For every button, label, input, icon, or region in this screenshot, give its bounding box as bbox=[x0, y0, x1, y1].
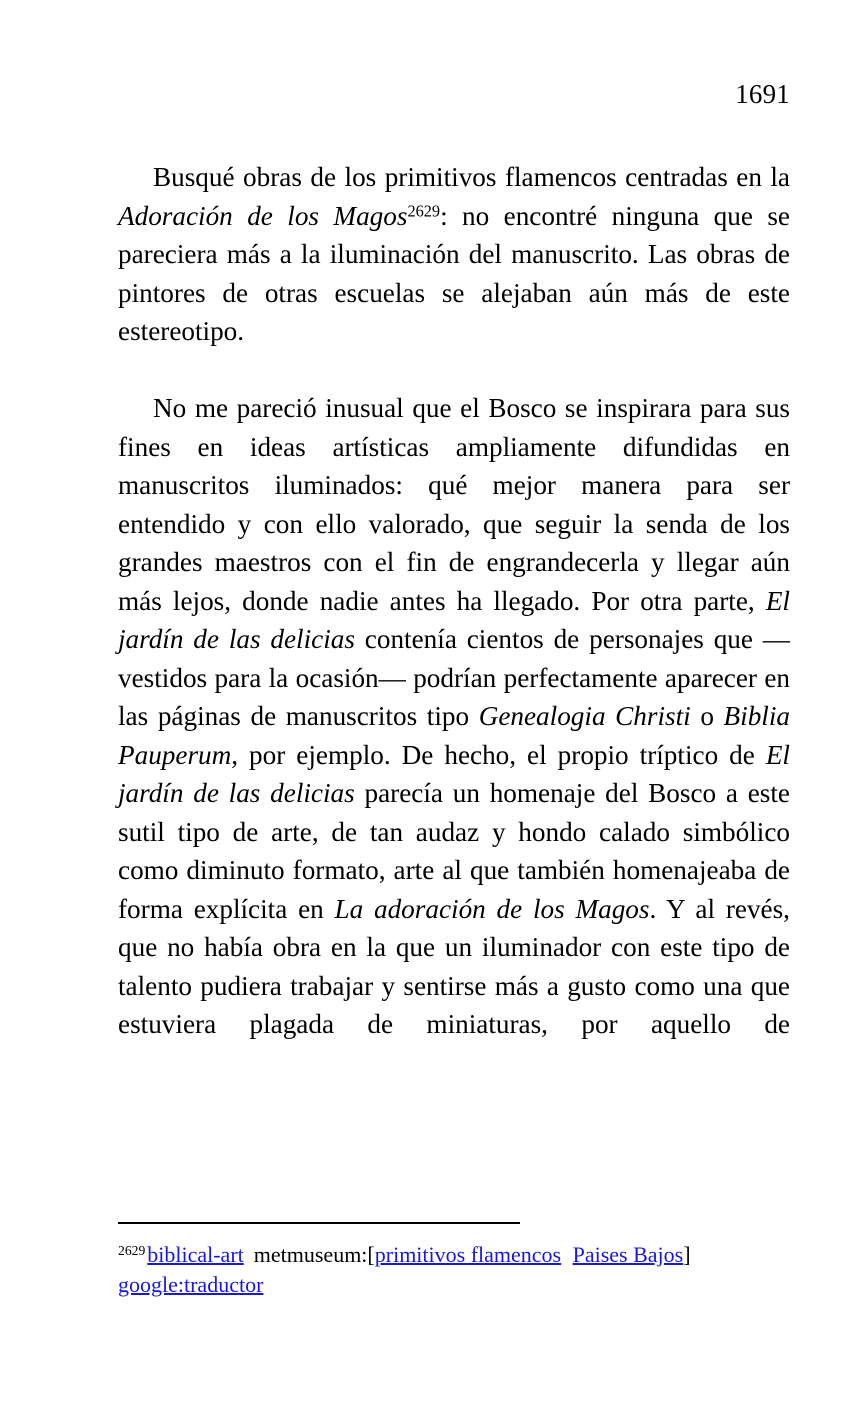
footnote-link-primitivos-flamencos[interactable]: primitivos flamencos bbox=[374, 1242, 562, 1267]
paragraph-1-text-run-2: : no encontré ninguna que se pareciera más a la iluminación del manuscrito. Las obras de pintores de otras escuelas se alejaban aún más de este estereotipo. bbox=[118, 200, 790, 346]
title-biblia-pauperum: Biblia Pauperum bbox=[118, 701, 790, 770]
paragraph-2-text-run-4: , por ejemplo. De hecho, el propio tríptico de bbox=[231, 739, 766, 770]
title-la-adoracion-de-los-magos: La adoración de los Magos bbox=[334, 893, 650, 924]
footnote-reference-2629[interactable]: 2629 bbox=[407, 201, 441, 221]
paragraph-2-text-run-2: contenía cientos de personajes que —vestidos para la ocasión— podrían perfectamente aparecer en las páginas de manuscritos tipo bbox=[118, 624, 790, 731]
title-adoracion-de-los-magos: Adoración de los Magos bbox=[118, 200, 408, 231]
title-el-jardin-de-las-delicias-1: El jardín de las delicias bbox=[118, 585, 790, 654]
title-genealogia-christi: Genealogia Christi bbox=[478, 701, 691, 731]
paragraph-2-text-run-3: o bbox=[690, 701, 724, 731]
footnote-link-paises-bajos[interactable]: Paises Bajos bbox=[572, 1242, 684, 1267]
footnote-area bbox=[118, 1222, 790, 1300]
paragraph-1 bbox=[118, 158, 790, 389]
body-text-block bbox=[118, 158, 790, 1082]
page-number: 1691 bbox=[735, 79, 790, 109]
footnote-source-label: metmuseum: bbox=[253, 1242, 368, 1267]
footnote-bracket-open: [ bbox=[367, 1242, 375, 1267]
footnote-link-biblical-art[interactable]: biblical-art bbox=[147, 1242, 244, 1267]
footnote-link-google-traductor[interactable]: google:traductor bbox=[118, 1272, 264, 1297]
paragraph-1-text-run-1: Busqué obras de los primitivos flamencos centradas en la bbox=[153, 162, 790, 192]
footnote-separator-rule bbox=[118, 1222, 520, 1224]
footnote-bracket-close: ] bbox=[683, 1242, 691, 1267]
title-el-jardin-de-las-delicias-2: El jardín de las delicias bbox=[118, 739, 790, 808]
paragraph-2 bbox=[118, 389, 790, 1082]
paragraph-2-text-run-6: . Y al revés, que no había obra en la que un iluminador con este tipo de talento pudiera trabajar y sentirse más a gusto como una que estuviera plagada de miniaturas, por aquello de bbox=[118, 893, 790, 1039]
footnote-2629 bbox=[118, 1240, 790, 1300]
footnote-number: 2629 bbox=[118, 1242, 146, 1258]
paragraph-2-text-run-5: parecía un homenaje del Bosco a este sutil tipo de arte, de tan audaz y hondo calado simbólico como diminuto formato, arte al que también homenajeaba de forma explícita en bbox=[118, 778, 790, 924]
paragraph-2-text-run-1: No me pareció inusual que el Bosco se inspirara para sus fines en ideas artísticas ampliamente difundidas en manuscritos iluminados: qué mejor manera para ser entendido y con ello valorado, que seguir la senda de los grandes maestros con el fin de engrandecerla y llegar aún más lejos, donde nadie antes ha llegado. Por otra parte, bbox=[118, 393, 790, 616]
